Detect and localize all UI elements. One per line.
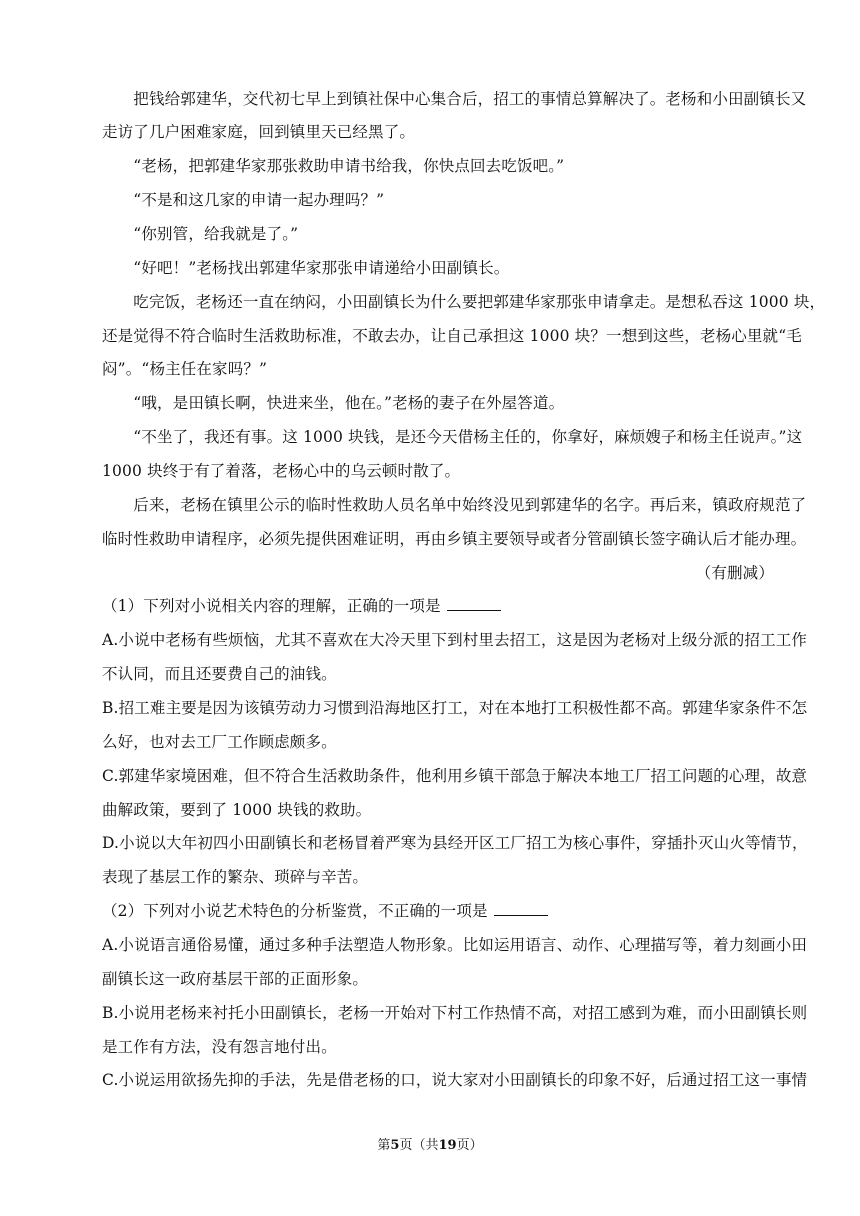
answer-blank <box>447 596 501 611</box>
paragraph-line: “老杨，把郭建华家那张救助申请书给我，你快点回去吃饭吧。” <box>102 157 565 175</box>
paragraph-line: “不是和这几家的申请一起办理吗？” <box>102 191 385 209</box>
option-line: 副镇长这一政府基层干部的正面形象。 <box>102 970 369 988</box>
option-line: A.小说语言通俗易懂，通过多种手法塑造人物形象。比如运用语言、动作、心理描写等，着力刻画小田 <box>102 936 808 954</box>
option-line: D.小说以大年初四小田副镇长和老杨冒着严寒为县经开区工厂招工为核心事件，穿插扑灭山火等情节， <box>102 834 808 852</box>
paragraph-line: 闷”。“杨主任在家吗？” <box>102 360 268 378</box>
total-pages: 19 <box>438 1138 457 1153</box>
paragraph-line: 还是觉得不符合临时生活救助标准，不敢去办，让自己承担这 1000 块？一想到这些，老杨心里就“毛 <box>102 327 802 345</box>
abridged-note: （有删减） <box>695 564 774 582</box>
paragraph-line: 把钱给郭建华，交代初七早上到镇社保中心集合后，招工的事情总算解决了。老杨和小田副镇长又 <box>102 90 807 108</box>
footer-prefix: 第 <box>377 1138 391 1153</box>
paragraph-line: “你别管，给我就是了。” <box>102 225 299 243</box>
option-line: B.招工难主要是因为该镇劳动力习惯到沿海地区打工，对在本地打工积极性都不高。郭建华家条件不怎 <box>102 699 808 717</box>
option-line: 表现了基层工作的繁杂、琐碎与辛苦。 <box>102 868 369 886</box>
option-line: C.郭建华家境困难，但不符合生活救助条件，他利用乡镇干部急于解决本地工厂招工问题的心理，故意 <box>102 767 808 785</box>
paragraph-line: “哦，是田镇长啊，快进来坐，他在。”老杨的妻子在外屋答道。 <box>102 394 565 412</box>
paragraph-line: “好吧！”老杨找出郭建华家那张申请递给小田副镇长。 <box>102 259 510 277</box>
answer-blank <box>494 901 548 916</box>
paragraph-line: 走访了几户困难家庭，回到镇里天已经黑了。 <box>102 123 416 141</box>
option-line: 么好，也对去工厂工作顾虑颇多。 <box>102 733 337 751</box>
question-2-stem <box>102 900 774 922</box>
page-footer <box>0 1134 860 1153</box>
paragraph-line: “不坐了，我还有事。这 1000 块钱，是还今天借杨主任的，你拿好，麻烦嫂子和杨主任说声。”这 <box>102 428 803 446</box>
option-line: C.小说运用欲扬先抑的手法，先是借老杨的口，说大家对小田副镇长的印象不好，后通过招工这一事情 <box>102 1071 808 1089</box>
question-1-stem <box>102 595 774 617</box>
paragraph-line: 1000 块终于有了着落，老杨心中的乌云顿时散了。 <box>102 462 461 480</box>
question-text: （2）下列对小说艺术特色的分析鉴赏，不正确的一项是 <box>102 902 488 920</box>
question-text: （1）下列对小说相关内容的理解，正确的一项是 <box>102 597 441 615</box>
paragraph-line: 吃完饭，老杨还一直在纳闷，小田副镇长为什么要把郭建华家那张申请拿走。是想私吞这 1000 块， <box>102 293 826 311</box>
footer-suffix: 页） <box>456 1138 483 1153</box>
footer-mid: 页（共 <box>399 1138 439 1153</box>
option-line: B.小说用老杨来衬托小田副镇长，老杨一开始对下村工作热情不高，对招工感到为难，而小田副镇长则 <box>102 1004 808 1022</box>
option-line: A.小说中老杨有些烦恼，尤其不喜欢在大冷天里下到村里去招工，这是因为老杨对上级分派的招工工作 <box>102 631 808 649</box>
option-line: 曲解政策，要到了 1000 块钱的救助。 <box>102 801 372 819</box>
option-line: 不认同，而且还要费自己的油钱。 <box>102 665 337 683</box>
paragraph-line: 后来，老杨在镇里公示的临时性救助人员名单中始终没见到郭建华的名字。再后来，镇政府规范了 <box>102 496 807 514</box>
page-number: 5 <box>390 1138 400 1153</box>
paragraph-line: 临时性救助申请程序，必须先提供困难证明，再由乡镇主要领导或者分管副镇长签字确认后才能办理。 <box>102 530 807 548</box>
option-line: 是工作有方法，没有怨言地付出。 <box>102 1038 337 1056</box>
